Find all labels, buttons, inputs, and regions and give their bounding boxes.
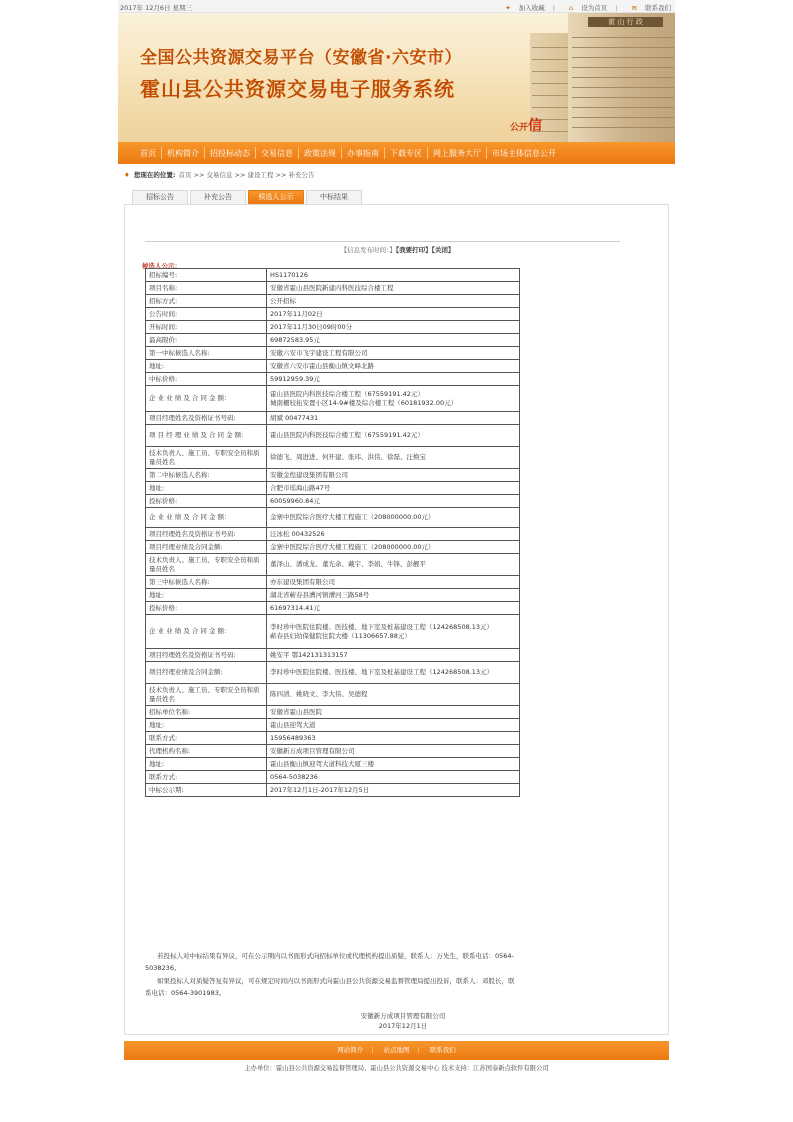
field-value-line: 2017年11月30日09时00分 — [270, 322, 353, 331]
government-building-illustration — [568, 13, 675, 142]
field-label: 项目经理业绩及合同金额: — [146, 541, 267, 554]
field-value-line: 2017年11月02日 — [270, 309, 323, 318]
footer-nav: 网站简介 | 站点地图 | 联系我们 — [124, 1041, 669, 1060]
table-row — [146, 732, 520, 745]
sign-date: 2017年12月1日 — [378, 1022, 428, 1030]
field-value-line: 胡斌 00477431 — [270, 413, 319, 422]
nav-trade-info[interactable]: 交易信息 — [261, 148, 293, 158]
nav-bidding-news[interactable]: 招投标动态 — [210, 148, 250, 158]
table-row — [146, 308, 520, 321]
table-row — [146, 615, 520, 649]
field-value — [267, 321, 520, 334]
field-label: 企 业 业 绩 及 合 同 金 额： — [146, 508, 267, 528]
table-row — [146, 469, 520, 482]
field-value — [267, 528, 520, 541]
table-row — [146, 373, 520, 386]
field-label: 投标价格: — [146, 602, 267, 615]
field-value-line: 15956489363 — [270, 733, 316, 742]
field-label: 项目名称: — [146, 282, 267, 295]
table-row — [146, 589, 520, 602]
field-label: 投标价格: — [146, 495, 267, 508]
field-value-line: 汪冰松 00432526 — [270, 529, 325, 538]
table-row — [146, 295, 520, 308]
field-value — [267, 482, 520, 495]
divider — [145, 241, 620, 242]
current-date: 2017年 12月6日 星期三 — [120, 4, 193, 12]
field-label: 技术负责人、施工员、专职安全员和质量员姓名 — [146, 684, 267, 706]
table-row — [146, 745, 520, 758]
home-icon: ⌂ — [569, 4, 574, 12]
field-value-line: 2017年12月1日-2017年12月5日 — [270, 785, 370, 794]
table-row — [146, 541, 520, 554]
signature-block — [145, 1011, 519, 1031]
table-row — [146, 649, 520, 662]
field-value-line: 0564-5038236 — [270, 772, 318, 781]
field-value-line: 合肥市瑶海山路47号 — [270, 483, 331, 492]
field-value — [267, 334, 520, 347]
info-line: 【信息发布时间：】【我要打印】【关闭】 — [340, 246, 455, 254]
system-title: 霍山县公共资源交易电子服务系统 — [140, 77, 455, 101]
field-value — [267, 745, 520, 758]
field-label: 联系方式: — [146, 732, 267, 745]
divider: | — [552, 4, 555, 12]
top-links — [493, 3, 671, 12]
table-row — [146, 386, 520, 412]
field-value — [267, 412, 520, 425]
field-value-line: 60059960.84元 — [270, 496, 320, 505]
nav-downloads[interactable]: 下载专区 — [390, 148, 422, 158]
field-value-line: 霍山县迎驾大道 — [270, 720, 316, 729]
field-value-line: 安徽省六安市霍山县衡山镇文峰北路 — [270, 361, 374, 370]
field-label: 招标方式: — [146, 295, 267, 308]
main-nav — [118, 142, 675, 164]
add-favorite-link[interactable]: ✦ 加入收藏 — [505, 4, 545, 12]
field-label: 地址: — [146, 589, 267, 602]
field-value-line: 金寨中医院综合医疗大楼工程施工（208000000.00元） — [270, 513, 435, 521]
table-row — [146, 334, 520, 347]
field-value-line: 霍山县医院内科医技综合楼工程（67559191.42元） — [270, 431, 424, 439]
field-label: 中标价格: — [146, 373, 267, 386]
agency-name: 安徽新万成项目管理有限公司 — [360, 1012, 446, 1020]
field-value-line: 59912959.39元 — [270, 374, 320, 383]
nav-online-hall[interactable]: 网上服务大厅 — [433, 148, 481, 158]
field-value-line: 金寨中医院综合医疗大楼工程施工（208000000.00元） — [270, 542, 435, 551]
field-value-line: 61697314.41元 — [270, 603, 320, 612]
breadcrumb-path[interactable]: 首页 >> 交易信息 >> 建设工程 >> 补充公告 — [178, 171, 315, 179]
field-value — [267, 554, 520, 576]
table-row — [146, 269, 520, 282]
star-icon: ✦ — [505, 4, 511, 12]
field-label: 企 业 业 绩 及 合 同 金 额： — [146, 615, 267, 649]
field-label: 开标时间: — [146, 321, 267, 334]
nav-home[interactable]: 首页 — [140, 148, 156, 158]
table-row — [146, 528, 520, 541]
section-title: 候选人公示： — [142, 262, 181, 270]
table-row — [146, 706, 520, 719]
nav-guide[interactable]: 办事指南 — [347, 148, 379, 158]
field-label: 招标编号: — [146, 269, 267, 282]
field-value-line: 湖北省蕲春县漕河镇漕河三路58号 — [270, 590, 370, 599]
table-row — [146, 771, 520, 784]
table-row — [146, 347, 520, 360]
field-label: 第三中标候选人名称: — [146, 576, 267, 589]
field-value-line: 董泽山、潘成龙、董光余、戴宇、李娟、牛锋、彭靓平 — [270, 560, 426, 568]
field-value-line: 亦东建设集团有限公司 — [270, 577, 335, 586]
table-row — [146, 719, 520, 732]
complaint-note: 如果投标人对质疑答复有异议，可在规定时间内以书面形式向霍山县公共资源交易监督管理局提出投诉，联系人：邓股长，联系电话：0564-3901983。 — [145, 977, 515, 997]
field-value-line: 安徽金煌建设集团有限公司 — [270, 470, 348, 479]
field-value — [267, 684, 520, 706]
footer-contact-link[interactable]: 联系我们 — [429, 1046, 456, 1054]
field-label: 技术负责人、施工员、专职安全员和质量员姓名 — [146, 554, 267, 576]
field-value — [267, 541, 520, 554]
field-value — [267, 469, 520, 482]
field-value-line: 城南棚较拓安置小区14-9#楼及综合楼工程（60181932.00元） — [270, 398, 458, 407]
field-label: 第二中标候选人名称: — [146, 469, 267, 482]
tab-candidate-publicity[interactable]: 候选人公示 — [248, 190, 304, 204]
field-label: 地址: — [146, 482, 267, 495]
field-value — [267, 269, 520, 282]
table-row — [146, 684, 520, 706]
table-row — [146, 784, 520, 797]
table-row — [146, 482, 520, 495]
field-label: 地址: — [146, 758, 267, 771]
field-label: 技术负责人、施工员、专职安全员和质量员姓名 — [146, 447, 267, 469]
footer-about-link[interactable]: 网站简介 — [337, 1046, 364, 1054]
field-label: 项目经理姓名及资格证书号码: — [146, 649, 267, 662]
field-label: 联系方式: — [146, 771, 267, 784]
table-row — [146, 602, 520, 615]
candidate-table — [145, 268, 520, 797]
field-label: 项目经理姓名及资格证书号码: — [146, 528, 267, 541]
tab-award-result[interactable]: 中标结果 — [306, 190, 362, 204]
field-label: 地址: — [146, 360, 267, 373]
field-value-line: 陈四清、姚晓文、李大伟、吴德程 — [270, 690, 368, 698]
field-label: 最高限价: — [146, 334, 267, 347]
field-value-line: 徐德飞、周进进、何开建、张玮、洪伟、徐磊、汪焕宝 — [270, 453, 426, 461]
field-value-line: 蕲春县妇幼保健院住院大楼（11306657.88元） — [270, 631, 411, 640]
field-label: 地址: — [146, 719, 267, 732]
nav-market-info[interactable]: 市场主体信息公开 — [492, 148, 556, 158]
table-row — [146, 360, 520, 373]
breadcrumb-label: 您现在的位置: — [133, 171, 176, 179]
building-sign: 霍 山 行 政 — [588, 17, 663, 27]
field-value-line: 霍山县医院内科医技综合楼工程（67559191.42元） — [270, 389, 424, 398]
field-value — [267, 347, 520, 360]
field-label: 招标单位名称: — [146, 706, 267, 719]
table-row — [146, 412, 520, 425]
field-label: 项 目 经 理 业 绩 及 合 同 金 额： — [146, 425, 267, 447]
field-value — [267, 771, 520, 784]
content-panel — [124, 205, 669, 1035]
field-value-line: 69872583.95元 — [270, 335, 320, 344]
notes — [145, 950, 519, 1000]
open-credit-badge: 公开信 — [510, 118, 543, 134]
field-value — [267, 576, 520, 589]
field-value-line: HS1170126 — [270, 270, 308, 279]
field-value — [267, 719, 520, 732]
tab-bar — [124, 188, 669, 205]
table-row — [146, 576, 520, 589]
field-value-line: 霍山县衡山镇迎驾大道科技大厦三楼 — [270, 759, 374, 768]
field-label: 项目经理业绩及合同金额: — [146, 662, 267, 684]
field-value — [267, 602, 520, 615]
field-value-line: 安徽省霍山县医院新建内科医技综合楼工程 — [270, 283, 394, 292]
field-value-line: 安徽省霍山县医院 — [270, 707, 322, 716]
field-value-line: 安徽六安市飞宇建设工程有限公司 — [270, 348, 368, 357]
field-value-line: 李时珍中医院住院楼、医技楼、地下室及桩基建设工程（124268508.13元） — [270, 668, 494, 676]
nav-policies[interactable]: 政策法规 — [304, 148, 336, 158]
table-row — [146, 662, 520, 684]
field-value — [267, 308, 520, 321]
field-label: 代理机构名称: — [146, 745, 267, 758]
field-label: 第一中标候选人名称: — [146, 347, 267, 360]
field-value — [267, 662, 520, 684]
field-value — [267, 386, 520, 412]
contact-us-link[interactable]: ✉ 联系我们 — [631, 4, 671, 12]
field-value — [267, 589, 520, 602]
field-label: 中标公示期: — [146, 784, 267, 797]
table-row — [146, 321, 520, 334]
table-row — [146, 282, 520, 295]
footer-sitemap-link[interactable]: 站点地图 — [383, 1046, 410, 1054]
table-row — [146, 758, 520, 771]
divider: | — [615, 4, 618, 12]
field-value — [267, 495, 520, 508]
field-value — [267, 732, 520, 745]
breadcrumb — [124, 170, 669, 184]
field-value — [267, 706, 520, 719]
field-value — [267, 360, 520, 373]
table-row — [146, 508, 520, 528]
nav-about[interactable]: 机构简介 — [167, 148, 199, 158]
field-value — [267, 282, 520, 295]
field-value — [267, 615, 520, 649]
platform-title: 全国公共资源交易平台（安徽省·六安市） — [140, 48, 462, 68]
top-bar — [118, 0, 675, 13]
site-banner — [118, 13, 675, 142]
field-value — [267, 758, 520, 771]
field-value-line: 安徽新万成项目管理有限公司 — [270, 746, 355, 755]
footer-info: 主办单位：霍山县公共资源交易监督管理局、霍山县公共资源交易中心 技术支持：江苏国泰新点软件有限公司 — [244, 1065, 549, 1072]
table-row — [146, 425, 520, 447]
location-icon: ♦ — [124, 171, 130, 179]
table-row — [146, 447, 520, 469]
field-value — [267, 295, 520, 308]
field-value — [267, 508, 520, 528]
field-label: 公告时间: — [146, 308, 267, 321]
field-label: 项目经理姓名及资格证书号码: — [146, 412, 267, 425]
print-link[interactable]: 【我要打印】 — [395, 246, 432, 254]
field-value-line: 公开招标 — [270, 296, 296, 305]
field-value-line: 李时珍中医院住院楼、医技楼、地下室及桩基建设工程（124268508.13元） — [270, 622, 494, 631]
field-value — [267, 425, 520, 447]
set-homepage-link[interactable]: ⌂ 设为首页 — [569, 4, 608, 12]
field-value — [267, 784, 520, 797]
mail-icon: ✉ — [631, 4, 637, 12]
field-value — [267, 447, 520, 469]
tab-supplementary-notice[interactable]: 补充公告 — [190, 190, 246, 204]
field-value-line: 姚安平 鄂142131313157 — [270, 650, 348, 659]
tab-tender-notice[interactable]: 招标公告 — [132, 190, 188, 204]
field-label: 企 业 业 绩 及 合 同 金 额： — [146, 386, 267, 412]
table-row — [146, 554, 520, 576]
field-value — [267, 649, 520, 662]
objection-note: 若投标人对中标结果有异议，可在公示期内以书面形式向招标单位或代理机构提出质疑，联系人：万先生，联系电话：0564-5038236。 — [145, 952, 514, 972]
field-value — [267, 373, 520, 386]
table-row — [146, 495, 520, 508]
close-link[interactable]: 【关闭】 — [431, 246, 455, 254]
